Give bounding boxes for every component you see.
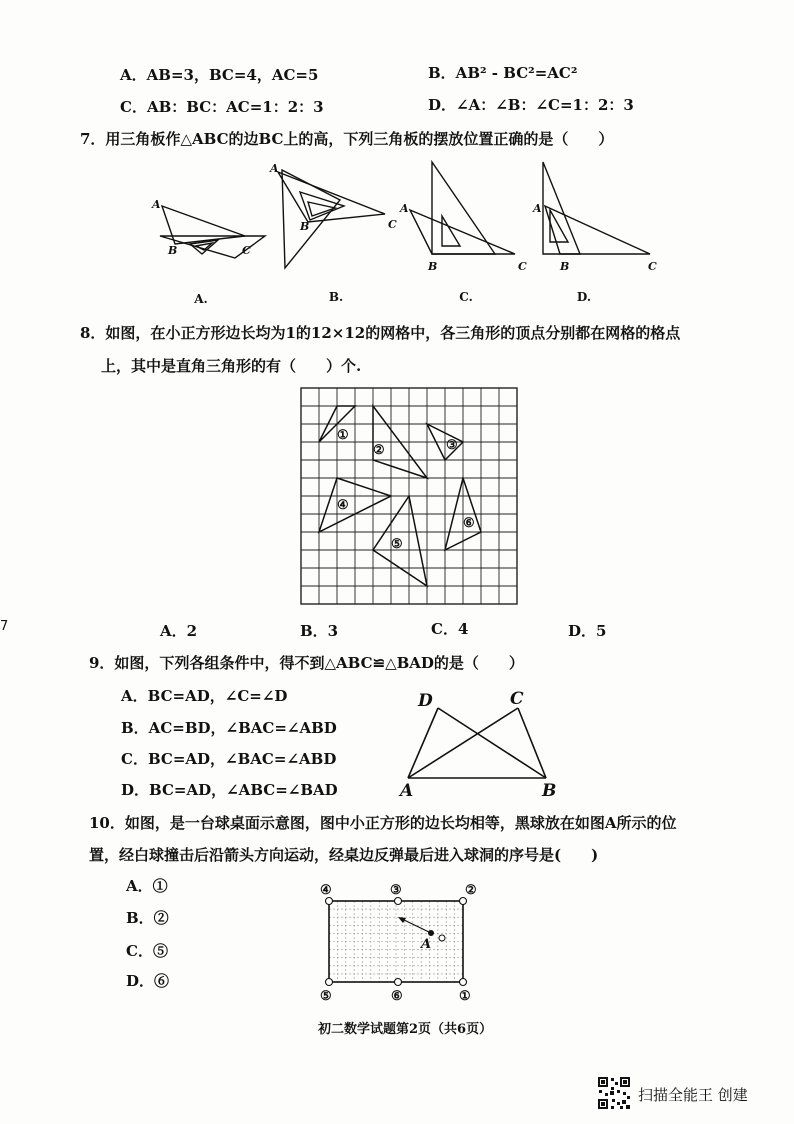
q7-d-point-b: B xyxy=(560,260,570,273)
q7-stem: 7．用三角板作△ABC的边BC上的高，下列三角板的摆放位置正确的是（ ） xyxy=(80,130,614,148)
q8-label-4: ④ xyxy=(337,498,349,513)
q10-pocket-label-6: ⑥ xyxy=(391,989,403,1004)
q6-option-d: D．∠A：∠B：∠C=1：2：3 xyxy=(428,96,634,114)
q9-option-c: C．BC=AD，∠BAC=∠ABD xyxy=(121,750,337,768)
q7-figure-c xyxy=(410,162,515,254)
scanner-watermark: 扫描全能王 创建 xyxy=(638,1086,748,1104)
q7-label-d: D. xyxy=(576,290,592,304)
q10-stem-line2: 置，经白球撞击后沿箭头方向运动，经桌边反弹最后进入球洞的序号是( ) xyxy=(89,846,599,864)
pocket-2 xyxy=(460,898,467,905)
page-footer: 初二数学试题第2页（共6页） xyxy=(318,1022,493,1037)
q7-d-point-c: C xyxy=(648,260,657,273)
pocket-5 xyxy=(326,979,333,986)
q7-b-point-c: C xyxy=(388,218,397,231)
q6-option-a: A．AB=3，BC=4，AC=5 xyxy=(120,66,319,84)
q9-point-d: D xyxy=(418,691,433,711)
q10-pocket-label-4: ④ xyxy=(320,883,332,898)
q7-c-point-b: B xyxy=(428,260,438,273)
q6-option-b: B．AB² - BC²=AC² xyxy=(428,64,578,82)
q7-b-point-b: B xyxy=(300,220,310,233)
q10-ball-label: A xyxy=(421,937,432,952)
q9-option-b: B．AC=BD，∠BAC=∠ABD xyxy=(121,719,337,737)
q8-option-c: C．4 xyxy=(431,620,469,638)
q9-stem: 9．如图，下列各组条件中，得不到△ABC≌△BAD的是（ ） xyxy=(89,654,524,672)
q7-label-b: B. xyxy=(328,290,344,304)
q7-d-point-a: A xyxy=(533,202,542,215)
q7-figures xyxy=(140,158,680,308)
q10-pocket-label-3: ③ xyxy=(390,883,402,898)
q8-option-a: A．2 xyxy=(160,622,198,640)
q7-c-point-a: A xyxy=(400,202,409,215)
q8-stem-line2: 上，其中是直角三角形的有（ ）个. xyxy=(101,357,362,375)
q6-option-c: C．AB：BC：AC=1：2：3 xyxy=(120,98,324,116)
q7-label-c: C. xyxy=(459,290,473,304)
margin-mark: 7 xyxy=(0,619,9,634)
q10-pocket-label-5: ⑤ xyxy=(320,989,332,1004)
q10-option-c: C．⑤ xyxy=(126,942,168,960)
q7-figure-b xyxy=(278,170,385,268)
pocket-4 xyxy=(326,898,333,905)
q8-stem-line1: 8．如图，在小正方形边长均为1的12×12的网格中，各三角形的顶点分别都在网格的格点 xyxy=(80,324,681,342)
q8-label-2: ② xyxy=(373,443,385,458)
q8-option-d: D．5 xyxy=(568,622,607,640)
q9-option-d: D．BC=AD，∠ABC=∠BAD xyxy=(121,781,338,799)
q9-point-c: C xyxy=(510,689,524,709)
q8-option-b: B．3 xyxy=(300,622,339,640)
q10-option-d: D．⑥ xyxy=(126,972,170,990)
q8-label-1: ① xyxy=(337,428,349,443)
q9-point-b: B xyxy=(542,781,557,801)
q7-b-point-a: A xyxy=(270,162,279,175)
q10-option-b: B．② xyxy=(126,909,169,927)
q10-stem-line1: 10．如图，是一台球桌面示意图，图中小正方形的边长均相等，黑球放在如图A所示的位 xyxy=(89,814,677,832)
qr-code-icon xyxy=(596,1075,632,1111)
q7-a-point-c: C xyxy=(242,244,251,257)
q10-pocket-label-2: ② xyxy=(465,883,477,898)
q7-figure-d xyxy=(543,162,650,254)
pocket-3 xyxy=(395,898,402,905)
q8-grid-figure xyxy=(300,387,520,609)
q10-option-a: A．① xyxy=(126,877,168,895)
q7-a-point-a: A xyxy=(152,198,161,211)
white-ball xyxy=(439,935,445,941)
pocket-1 xyxy=(460,979,467,986)
q7-c-point-c: C xyxy=(518,260,527,273)
black-ball xyxy=(428,930,434,936)
q9-figure xyxy=(396,686,566,802)
q8-label-5: ⑤ xyxy=(391,537,403,552)
q8-label-6: ⑥ xyxy=(463,516,475,531)
q7-label-a: A. xyxy=(194,292,208,306)
q9-point-a: A xyxy=(400,781,414,801)
q9-option-a: A．BC=AD，∠C=∠D xyxy=(121,687,288,705)
q8-label-3: ③ xyxy=(446,438,458,453)
q10-pocket-label-1: ① xyxy=(459,989,471,1004)
q10-billiard-figure xyxy=(314,876,494,1008)
q7-a-point-b: B xyxy=(168,244,178,257)
pocket-6 xyxy=(395,979,402,986)
